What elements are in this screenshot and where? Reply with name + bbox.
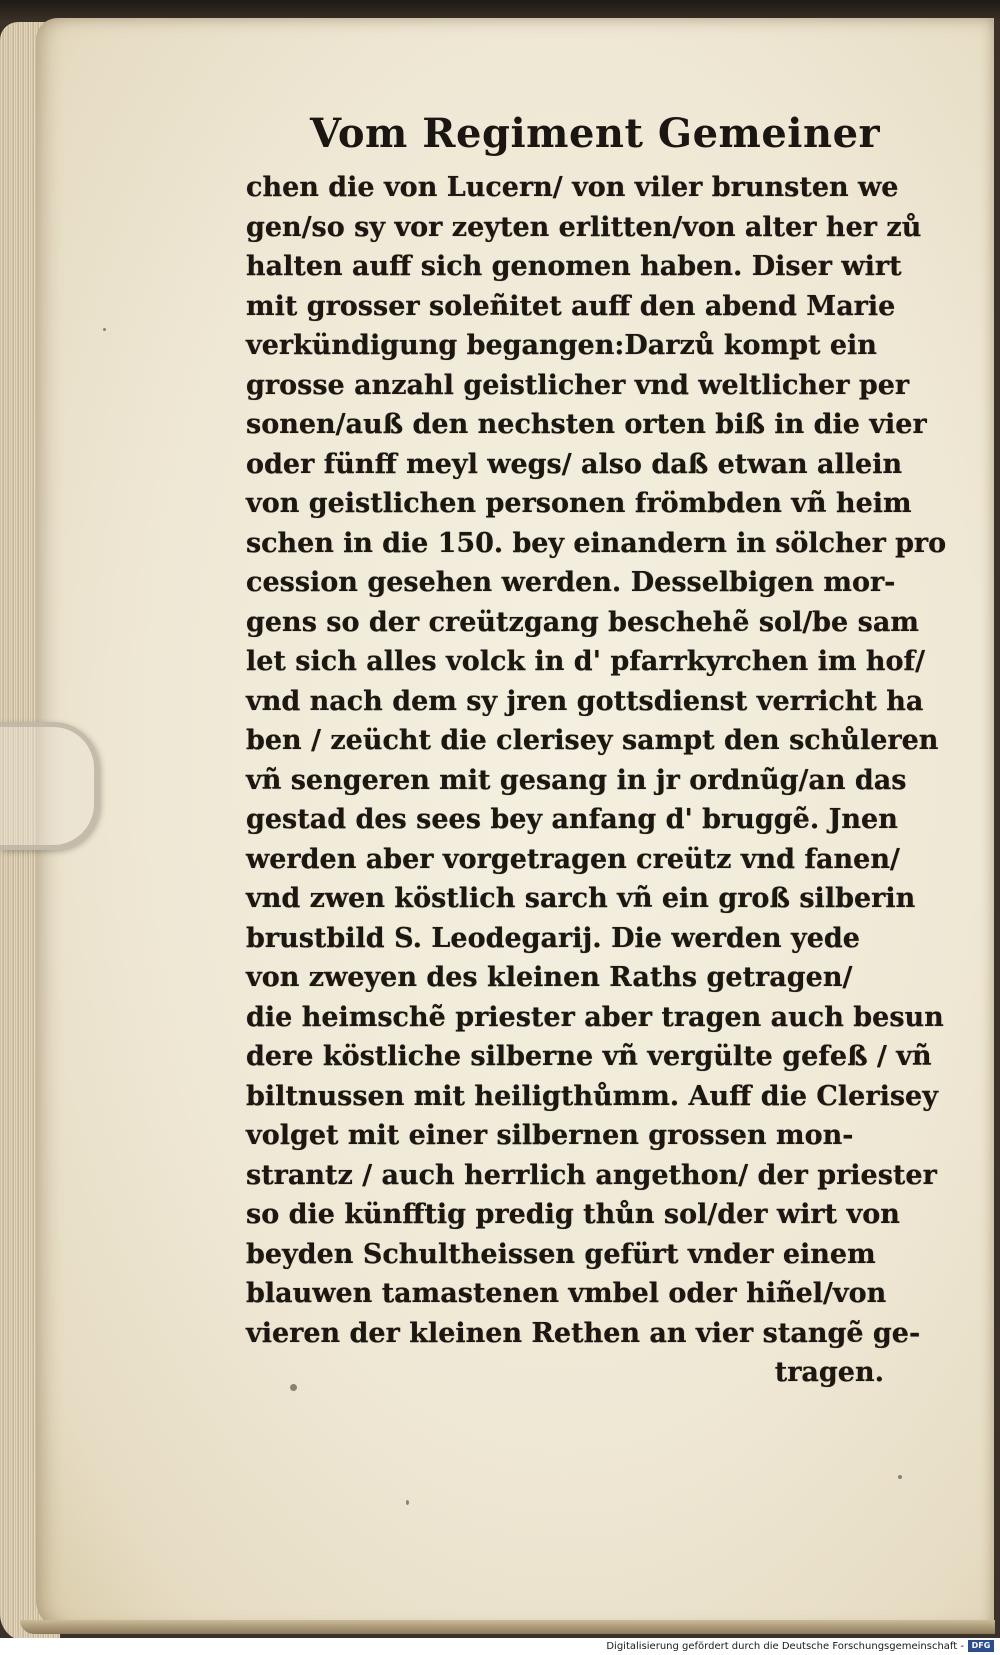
text-line: gen/so sy vor zeyten erlitten/von alter her zů	[246, 211, 922, 243]
text-line: vnd zwen köstlich sarch vñ ein groß silberin	[246, 883, 916, 914]
paper-speck	[290, 1384, 297, 1391]
text-line: schen in die 150. bey einandern in sölcher pro	[246, 527, 947, 559]
book-clip	[0, 722, 99, 850]
text-line: biltnussen mit heiligthůmm. Auff die Clerisey	[246, 1080, 938, 1112]
text-line: grosse anzahl geistlicher vnd weltlicher per	[246, 369, 910, 401]
text-line: volget mit einer silbernen grossen mon-	[246, 1120, 854, 1151]
text-line: gens so der creützgang beschehẽ sol/be sam	[246, 606, 919, 638]
text-line: mit grosser soleñitet auff den abend Marie	[246, 290, 896, 322]
paper-speck	[898, 1475, 902, 1479]
text-line: blauwen tamastenen vmbel oder hiñel/von	[246, 1278, 887, 1309]
body-text	[246, 168, 946, 1393]
text-line: von zweyen des kleinen Raths getragen/	[246, 962, 853, 993]
text-line: gestad des sees bey anfang d' bruggẽ. Jnen	[246, 804, 898, 835]
text-line: oder fünff meyl wegs/ also daß etwan allein	[246, 448, 903, 480]
text-line: von geistlichen personen frömbden vñ heim	[246, 488, 912, 519]
text-line: halten auff sich genomen haben. Diser wirt	[246, 251, 902, 282]
page-bottom-edge	[20, 1620, 995, 1634]
text-line: die heimschẽ priester aber tragen auch besun	[246, 1001, 944, 1033]
text-line: beyden Schultheissen gefürt vnder einem	[246, 1238, 876, 1270]
running-header: Vom Regiment Gemeiner	[310, 110, 881, 157]
paper-speck	[103, 328, 106, 331]
text-line: vnd nach dem sy jren gottsdienst verricht ha	[246, 685, 924, 717]
text-line: dere köstliche silberne vñ vergülte gefeß / vñ	[246, 1041, 932, 1072]
text-line: strantz / auch herrlich angethon/ der priester	[246, 1159, 937, 1191]
text-line: brustbild S. Leodegarij. Die werden yede	[246, 922, 860, 954]
paper-speck	[406, 1500, 409, 1505]
text-line: werden aber vorgetragen creütz vnd fanen/	[246, 843, 900, 875]
dfg-logo: DFG	[968, 1640, 994, 1652]
text-line: ben / zeücht die clerisey sampt den schůleren	[246, 725, 939, 756]
text-line: so die künfftig predig thůn sol/der wirt von	[246, 1199, 900, 1230]
text-line: cession gesehen werden. Desselbigen mor-	[246, 567, 896, 598]
text-line: sonen/auß den nechsten orten biß in die vier	[246, 409, 927, 440]
text-line-final: tragen.	[774, 1357, 884, 1388]
text-line: chen die von Lucern/ von viler brunsten we	[246, 172, 899, 203]
text-line: vieren der kleinen Rethen an vier stangẽ ge-	[246, 1317, 921, 1349]
text-line: vñ sengeren mit gesang in jr ordnũg/an das	[246, 764, 907, 796]
text-line: let sich alles volck in d' pfarrkyrchen im hof/	[246, 646, 926, 677]
text-line: verkündigung begangen:Darzů kompt ein	[246, 330, 877, 361]
digitization-credit: Digitalisierung gefördert durch die Deutsche Forschungsgemeinschaft -	[606, 1641, 964, 1652]
